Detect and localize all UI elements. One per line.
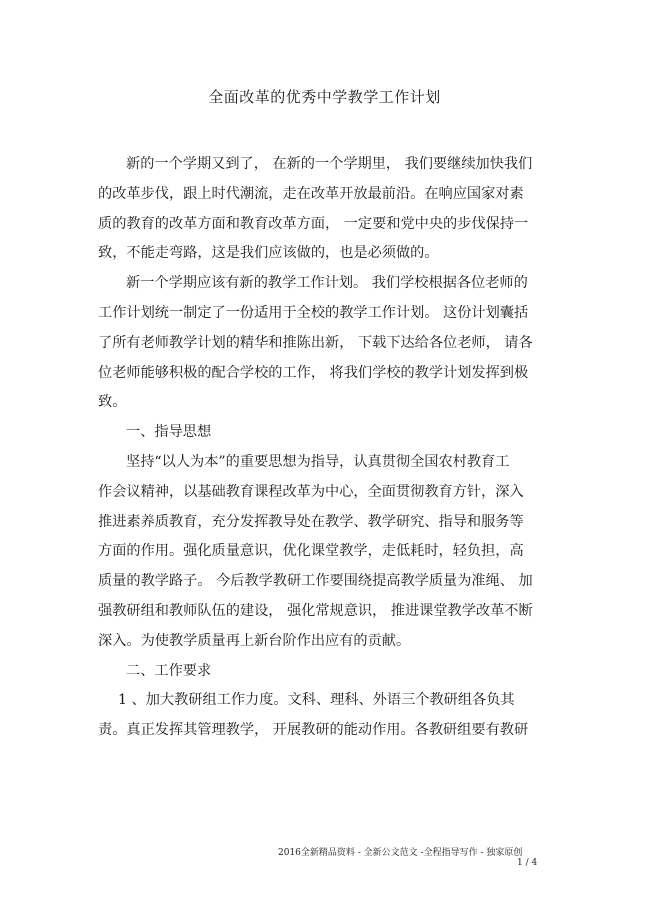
paragraph-line: 致。 xyxy=(98,394,127,411)
document-title: 全面改革的优秀中学教学工作计划 xyxy=(208,88,441,106)
paragraph-line: 致，不能走弯路，这是我们应该做的，也是必须做的。 xyxy=(98,245,439,262)
page-number: 1 / 4 xyxy=(517,858,538,868)
section-heading: 一、指导思想 xyxy=(126,424,212,441)
paragraph-line: 责。真正发挥其管理教学， 开展教研的能动作用。各教研组要有教研 xyxy=(98,722,529,739)
paragraph-line: 方面的作用。强化质量意识，优化课堂教学，走低耗时，轻负担，高 xyxy=(98,543,524,560)
paragraph-line: 新的一个学期又到了， 在新的一个学期里， 我们要继续加快我们 xyxy=(126,156,533,172)
paragraph-line: 推进素养质教育，充分发挥教导处在教学、教学研究、指导和服务等 xyxy=(98,513,524,530)
paragraph-line: 新一个学期应该有新的教学工作计划。 我们学校根据各位老师的 xyxy=(126,275,528,292)
paragraph-line: 工作计划统一制定了一份适用于全校的教学工作计划。 这份计划囊括 xyxy=(98,304,529,321)
paragraph-line: 1 、加大教研组工作力度。文科、理科、外语三个教研组各负其 xyxy=(118,692,515,709)
paragraph-line: 位老师能够积极的配合学校的工作， 将我们学校的教学计划发挥到极 xyxy=(98,364,529,381)
footer-source-text: 2016全新精品资料 - 全新公文范文 -全程指导写作 - 独家原创 xyxy=(278,848,523,858)
document-body xyxy=(98,150,554,746)
paragraph-line: 深入。为使教学质量再上新台阶作出应有的贡献。 xyxy=(98,632,411,649)
section-heading: 二、工作要求 xyxy=(126,662,212,679)
paragraph-line: 的改革步伐，跟上时代潮流，走在改革开放最前沿。在响应国家对素 xyxy=(98,185,524,202)
paragraph-line: 质的教育的改革方面和教育改革方面， 一定要和党中央的步伐保持一 xyxy=(98,215,529,232)
paragraph-line: 质量的教学路子。 今后教学教研工作要围绕提高教学质量为准绳、 加 xyxy=(98,573,533,590)
paragraph-line: 作会议精神，以基础教育课程改革为中心，全面贯彻教育方针，深入 xyxy=(98,483,524,500)
paragraph-line: 强教研组和教师队伍的建设， 强化常规意识， 推进课堂教学改革不断 xyxy=(98,602,533,619)
paragraph-line: 了所有老师教学计划的精华和推陈出新， 下载下达给各位老师， 请各 xyxy=(98,334,533,351)
paragraph-line: 坚持“以人为本”的重要思想为指导，认真贯彻全国农村教育工 xyxy=(126,453,510,470)
